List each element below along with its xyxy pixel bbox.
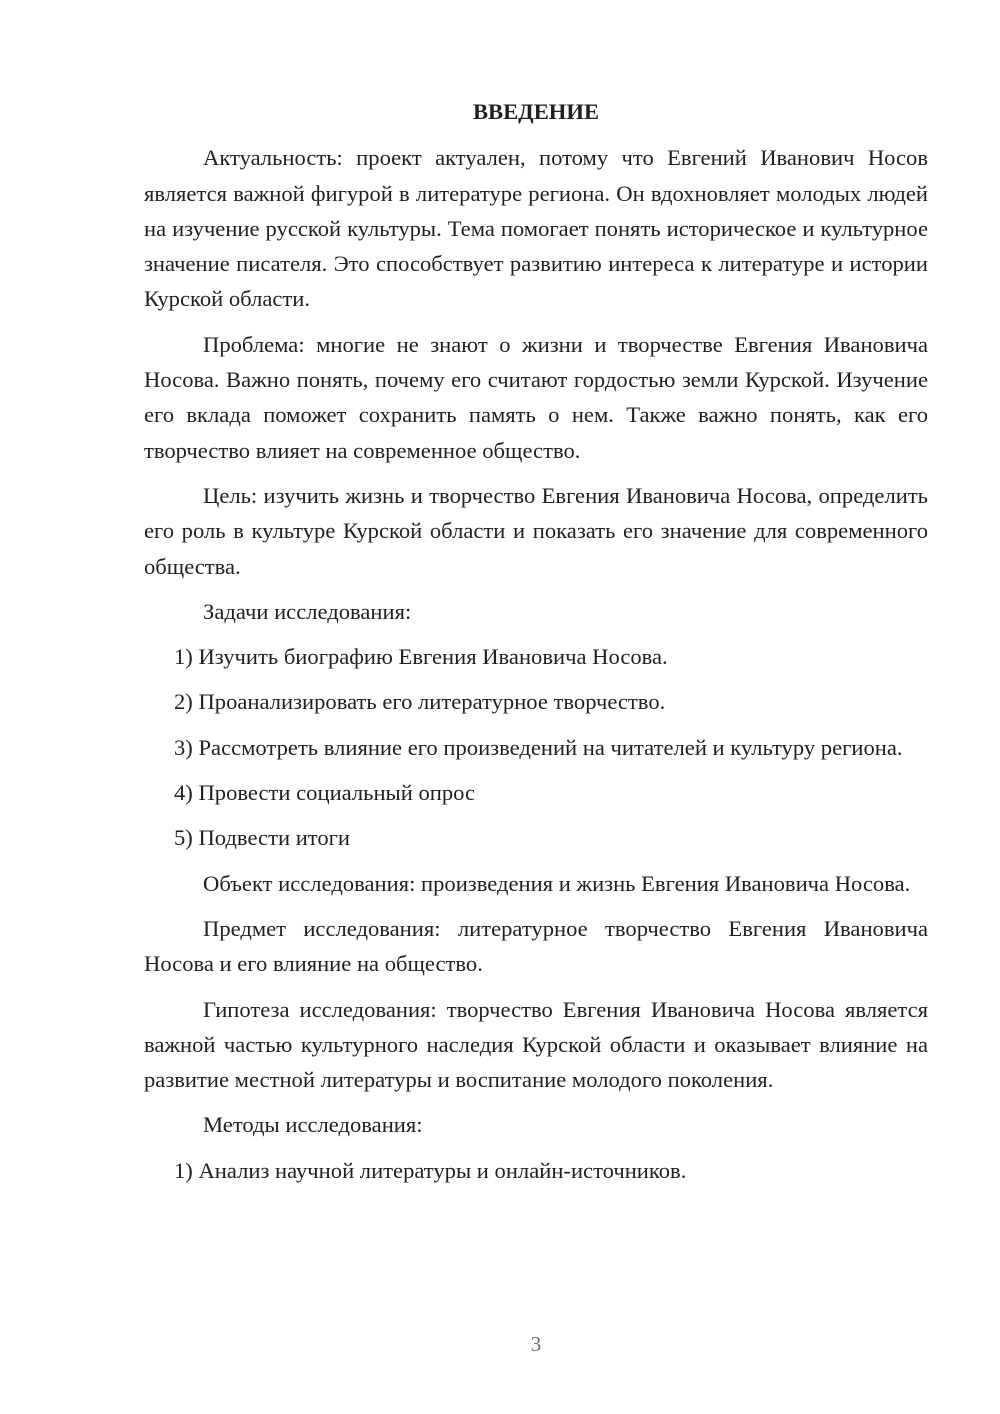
task-item-4: 4) Провести социальный опрос [174, 780, 476, 806]
page-number: 3 [530, 1332, 542, 1356]
section-heading: ВВЕДЕНИЕ [472, 99, 600, 124]
task-item-1: 1) Изучить биографию Евгения Ивановича Носова. [174, 644, 668, 670]
relevance-paragraph: Актуальность: проект актуален, потому что Евгений Иванович Носов является важной фигурой в литературе региона. Он вдохновляет молодых людей на изучение русской культуры. Тема помогает понять историческое и культурное значение писателя. Это способствует развитию интереса к литературе и истории Курской области. [144, 145, 928, 312]
method-item-1: 1) Анализ научной литературы и онлайн-источников. [174, 1157, 687, 1183]
problem-paragraph: Проблема: многие не знают о жизни и творчестве Евгения Ивановича Носова. Важно понять, почему его считают гордостью земли Курской. Изучение его вклада поможет сохранить память о нем. Также важно понять, как его творчество влияет на современное общество. [144, 331, 928, 463]
goal-paragraph: Цель: изучить жизнь и творчество Евгения Ивановича Носова, определить его роль в культуре Курской области и показать его значение для современного общества. [144, 482, 928, 579]
methods-title: Методы исследования: [203, 1112, 423, 1138]
tasks-title: Задачи исследования: [203, 598, 412, 624]
page-content [144, 94, 928, 1198]
object-paragraph: Объект исследования: произведения и жизнь Евгения Ивановича Носова. [203, 870, 911, 896]
subject-paragraph: Предмет исследования: литературное творчество Евгения Ивановича Носова и его влияние на общество. [144, 915, 928, 977]
task-item-2: 2) Проанализировать его литературное творчество. [174, 689, 666, 715]
hypothesis-paragraph: Гипотеза исследования: творчество Евгения Ивановича Носова является важной частью культурного наследия Курской области и оказывает влияние на развитие местной литературы и воспитание молодого поколения. [144, 996, 928, 1093]
task-item-3: 3) Рассмотреть влияние его произведений на читателей и культуру региона. [174, 734, 903, 760]
task-item-5: 5) Подвести итоги [174, 825, 351, 851]
